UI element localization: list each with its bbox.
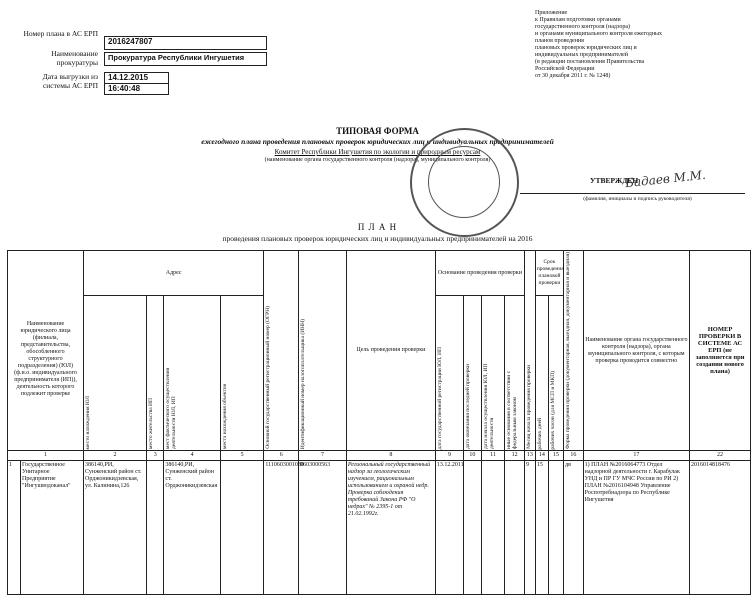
col-header-start-month: Месяц начала проведения проверки bbox=[525, 365, 532, 450]
plan-subtitle: проведения плановых проверок юридических лиц и индивидуальных предпринимателей на 2016 bbox=[222, 234, 533, 243]
signature-line bbox=[520, 193, 745, 194]
prosecutor-value: Прокуратура Республики Ингушетия bbox=[104, 52, 267, 66]
column-number: 3 bbox=[147, 451, 164, 461]
signature-caption: (фамилия, инициалы и подпись руководителя) bbox=[583, 196, 692, 202]
row-erp-number: 2016014818476 bbox=[690, 461, 751, 595]
official-seal bbox=[410, 128, 519, 237]
row-reg-date: 13.12.2011 bbox=[435, 461, 463, 595]
form-title: ТИПОВАЯ ФОРМА bbox=[336, 126, 419, 136]
col-header-purpose: Цель проведения проверки bbox=[346, 251, 435, 451]
col-header-addr-actual: мест фактического осуществления деятельности ЮЛ, ИП bbox=[165, 367, 178, 450]
table-row bbox=[8, 461, 751, 595]
column-number: 1 bbox=[8, 451, 84, 461]
row-last-check bbox=[464, 461, 481, 595]
authority-name: Комитет Республики Ингушетия по экологии и природным ресурсам bbox=[274, 148, 481, 156]
appendix-line: (в редакции постановления Правительства bbox=[535, 59, 645, 65]
col-header-work-hours: рабочих часов (для МСП и МКП) bbox=[549, 370, 556, 450]
signature: Бадаев М.М. bbox=[624, 167, 707, 191]
col-header-inn: Идентификационный номер налогоплательщика (ИНН) bbox=[300, 318, 307, 450]
col-header-joint: Наименование органа государственного контроля (надзора), органа муниципального контроля, с которым проверка проводится совместно bbox=[583, 251, 689, 451]
column-number: 9 bbox=[435, 451, 463, 461]
col-header-work-days: рабочих дней bbox=[536, 417, 543, 450]
row-purpose: Региональный государственный надзор за геологическим изучением, рациональным использованием и охраной недр. Проверка соблюдения требований Закона РФ "О недрах" № 2395-1 от 21.02.1992г. bbox=[346, 461, 435, 595]
authority-caption: (наименование органа государственного контроля (надзора), муниципального контроля) bbox=[264, 157, 491, 163]
approved-label: УТВЕРЖДЕН bbox=[590, 176, 639, 185]
col-header-activity-start: дата начала осуществления ЮЛ, ИП деятельности bbox=[482, 363, 495, 450]
row-name: Государственное Унитарное Предприятие "Ингушводоканал" bbox=[21, 461, 84, 595]
col-header-last-check: дата окончания последней проверки bbox=[465, 364, 472, 450]
col-header-addr-objects: места нахождения объектов bbox=[221, 384, 228, 450]
appendix-note bbox=[535, 10, 750, 80]
col-header-form: Форма проведения проверки (документарная, выездная, документарная и выездная) bbox=[565, 252, 572, 450]
column-number: 2 bbox=[84, 451, 147, 461]
row-ogrn: 1110603001080 bbox=[264, 461, 299, 595]
column-numbers-row bbox=[8, 451, 751, 461]
column-number: 15 bbox=[548, 451, 563, 461]
column-number: 8 bbox=[346, 451, 435, 461]
prosecutor-label: Наименование прокуратуры bbox=[51, 49, 98, 67]
column-number: 16 bbox=[564, 451, 584, 461]
col-header-basis: Основание проведения проверки bbox=[435, 251, 524, 296]
column-number: 13 bbox=[524, 451, 535, 461]
appendix-line: государственного контроля (надзора) bbox=[535, 24, 631, 30]
form-subtitle: ежегодного плана проведения плановых проверок юридических лиц и индивидуальных предпринимателей bbox=[201, 137, 554, 146]
appendix-line: к Правилам подготовки органами bbox=[535, 17, 621, 23]
export-time: 16:40:48 bbox=[104, 83, 169, 95]
column-number: 11 bbox=[481, 451, 505, 461]
col-header-term: Срок проведения плановой проверки bbox=[535, 251, 563, 296]
column-number: 22 bbox=[690, 451, 751, 461]
row-other-basis bbox=[505, 461, 525, 595]
row-addr-objects bbox=[220, 461, 263, 595]
col-header-other-basis: иные основания в соответствии с федеральным законом bbox=[506, 371, 519, 450]
col-header-address: Адрес bbox=[84, 251, 264, 296]
col-header-reg-date: дата государственной регистрации ЮЛ, ИП bbox=[436, 346, 443, 450]
appendix-line: планов проведения bbox=[535, 38, 584, 44]
column-number: 7 bbox=[299, 451, 347, 461]
row-joint: 1) ПЛАН №2016064773 Отдел надзорной деятельности г. Карабулак УНД и ПР ГУ МЧС России по РИ 2) ПЛАН №2016104948 Управление Роспотребнадзора по Республике Ингушетия bbox=[583, 461, 689, 595]
plan-title: П Л А Н bbox=[357, 222, 398, 232]
row-index: 1 bbox=[8, 461, 21, 595]
inspection-plan-table bbox=[7, 250, 751, 595]
appendix-line: и органами муниципального контроля ежегодных bbox=[535, 31, 663, 37]
col-header-addr-residence: место жительства ИП bbox=[148, 398, 155, 450]
appendix-line: Российской Федерации bbox=[535, 66, 595, 72]
col-header-addr-legal: место нахождения ЮЛ bbox=[85, 395, 92, 450]
row-addr-legal: 386140,РИ, Сунженский район ст. Орджоникидзевская, ул. Калинина,126 bbox=[84, 461, 147, 595]
col-header-name: Наименование юридического лица (филиала, представительства, обособленного структурного подразделения) (ЮЛ) (ф.и.о. индивидуального предпринимателя (ИП)), деятельность которого подлежит проверке bbox=[8, 251, 84, 451]
appendix-line: Приложение bbox=[535, 10, 568, 16]
column-number: 5 bbox=[220, 451, 263, 461]
column-number: 4 bbox=[164, 451, 220, 461]
column-number: 14 bbox=[535, 451, 548, 461]
col-header-erp: НОМЕР ПРОВЕРКИ В СИСТЕМЕ АС ЕРП (не заполняется при создании нового плана) bbox=[690, 251, 751, 451]
appendix-line: плановых проверок юридических лиц и bbox=[535, 45, 637, 51]
row-work-days: 15 bbox=[535, 461, 548, 595]
column-number: 17 bbox=[583, 451, 689, 461]
row-work-hours bbox=[548, 461, 563, 595]
appendix-line: от 30 декабря 2011 г. № 1248) bbox=[535, 73, 611, 79]
column-number: 12 bbox=[505, 451, 525, 461]
row-inn: 0603000563 bbox=[299, 461, 347, 595]
row-start-month: 9 bbox=[524, 461, 535, 595]
column-number: 6 bbox=[264, 451, 299, 461]
export-label: Дата выгрузки из системы АС ЕРП bbox=[42, 72, 98, 90]
plan-number-value: 2016247807 bbox=[104, 36, 267, 50]
plan-number-label: Номер плана в АС ЕРП bbox=[23, 29, 98, 38]
row-addr-residence bbox=[147, 461, 164, 595]
export-date: 14.12.2015 bbox=[104, 72, 169, 84]
row-addr-actual: 386140,РИ, Сунженский район ст. Орджоникидзевская bbox=[164, 461, 220, 595]
appendix-line: индивидуальных предпринимателей bbox=[535, 52, 628, 58]
row-activity-start bbox=[481, 461, 505, 595]
col-header-ogrn: Основной государственный регистрационный номер (ОГРН) bbox=[265, 306, 272, 450]
column-number: 10 bbox=[464, 451, 481, 461]
row-form: дв bbox=[564, 461, 584, 595]
